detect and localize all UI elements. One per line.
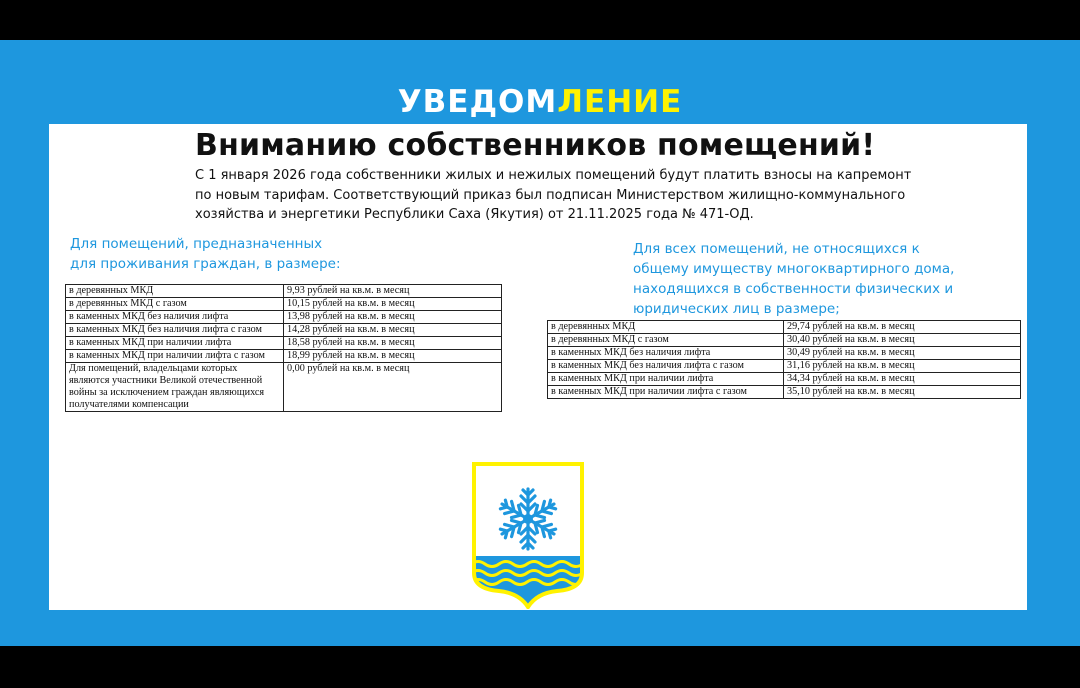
category-cell: в каменных МКД при наличии лифта с газом: [548, 386, 784, 399]
rate-cell: 14,28 рублей на кв.м. в месяц: [284, 324, 502, 337]
table-row: [548, 360, 1021, 373]
category-cell: в деревянных МКД: [548, 321, 784, 334]
table-row: [548, 386, 1021, 399]
category-cell: в каменных МКД при наличии лифта: [548, 373, 784, 386]
table-row: [548, 334, 1021, 347]
table-row: [548, 347, 1021, 360]
rate-cell: 13,98 рублей на кв.м. в месяц: [284, 311, 502, 324]
caption-line: Для помещений, предназначенных: [70, 236, 323, 252]
notice-title: Вниманию собственников помещений!: [195, 128, 876, 163]
notice-intro: [195, 166, 955, 225]
notice-panel: [49, 124, 1027, 610]
rate-cell: 10,15 рублей на кв.м. в месяц: [284, 298, 502, 311]
table-row: [66, 285, 502, 298]
category-cell: Для помещений, владельцами которых являются участники Великой отечественной войны за исключением граждан являющихся получателями компенсации: [66, 363, 284, 412]
caption-line: юридических лиц в размере;: [633, 301, 840, 317]
category-cell: в каменных МКД без наличия лифта: [66, 311, 284, 324]
category-cell: в деревянных МКД: [66, 285, 284, 298]
rate-cell: 18,99 рублей на кв.м. в месяц: [284, 350, 502, 363]
rate-cell: 0,00 рублей на кв.м. в месяц: [284, 363, 502, 412]
rate-cell: 18,58 рублей на кв.м. в месяц: [284, 337, 502, 350]
caption-line: находящихся в собственности физических и: [633, 281, 954, 297]
table-row: [66, 350, 502, 363]
category-cell: в каменных МКД без наличия лифта с газом: [66, 324, 284, 337]
notice-heading-part1: УВЕДОМ: [397, 84, 558, 120]
caption-line: Для всех помещений, не относящихся к: [633, 241, 920, 257]
rate-cell: 34,34 рублей на кв.м. в месяц: [784, 373, 1021, 386]
category-cell: в каменных МКД при наличии лифта: [66, 337, 284, 350]
rate-cell: 35,10 рублей на кв.м. в месяц: [784, 386, 1021, 399]
intro-line: С 1 января 2026 года собственники жилых и нежилых помещений будут платить взносы на капремонт: [195, 168, 912, 183]
non-common-caption: [633, 239, 993, 319]
caption-line: общему имуществу многоквартирного дома,: [633, 261, 955, 277]
residential-tariff-table: [65, 284, 502, 412]
rate-cell: 30,40 рублей на кв.м. в месяц: [784, 334, 1021, 347]
intro-line: по новым тарифам. Соответствующий приказ был подписан Министерством жилищно-коммунального: [195, 187, 906, 203]
non-common-tariff-table: [547, 320, 1021, 399]
category-cell: в каменных МКД при наличии лифта с газом: [66, 350, 284, 363]
table-row: [66, 337, 502, 350]
notice-heading-part2: ЛЕНИЕ: [557, 84, 683, 120]
rate-cell: 29,74 рублей на кв.м. в месяц: [784, 321, 1021, 334]
residential-caption: [70, 234, 360, 274]
table-row: [66, 298, 502, 311]
intro-line: хозяйства и энергетики Республики Саха (Якутия) от 21.11.2025 года № 471-ОД.: [195, 207, 754, 222]
table-row: [66, 363, 502, 412]
caption-line: для проживания граждан, в размере:: [70, 256, 341, 272]
category-cell: в каменных МКД без наличия лифта: [548, 347, 784, 360]
table-row: [548, 321, 1021, 334]
table-row: [66, 324, 502, 337]
rate-cell: 30,49 рублей на кв.м. в месяц: [784, 347, 1021, 360]
category-cell: в деревянных МКД с газом: [548, 334, 784, 347]
category-cell: в каменных МКД без наличия лифта с газом: [548, 360, 784, 373]
table-row: [548, 373, 1021, 386]
snowflake-coat-of-arms-icon: [471, 461, 585, 609]
rate-cell: 31,16 рублей на кв.м. в месяц: [784, 360, 1021, 373]
notice-heading: [0, 84, 1080, 120]
rate-cell: 9,93 рублей на кв.м. в месяц: [284, 285, 502, 298]
table-row: [66, 311, 502, 324]
category-cell: в деревянных МКД с газом: [66, 298, 284, 311]
